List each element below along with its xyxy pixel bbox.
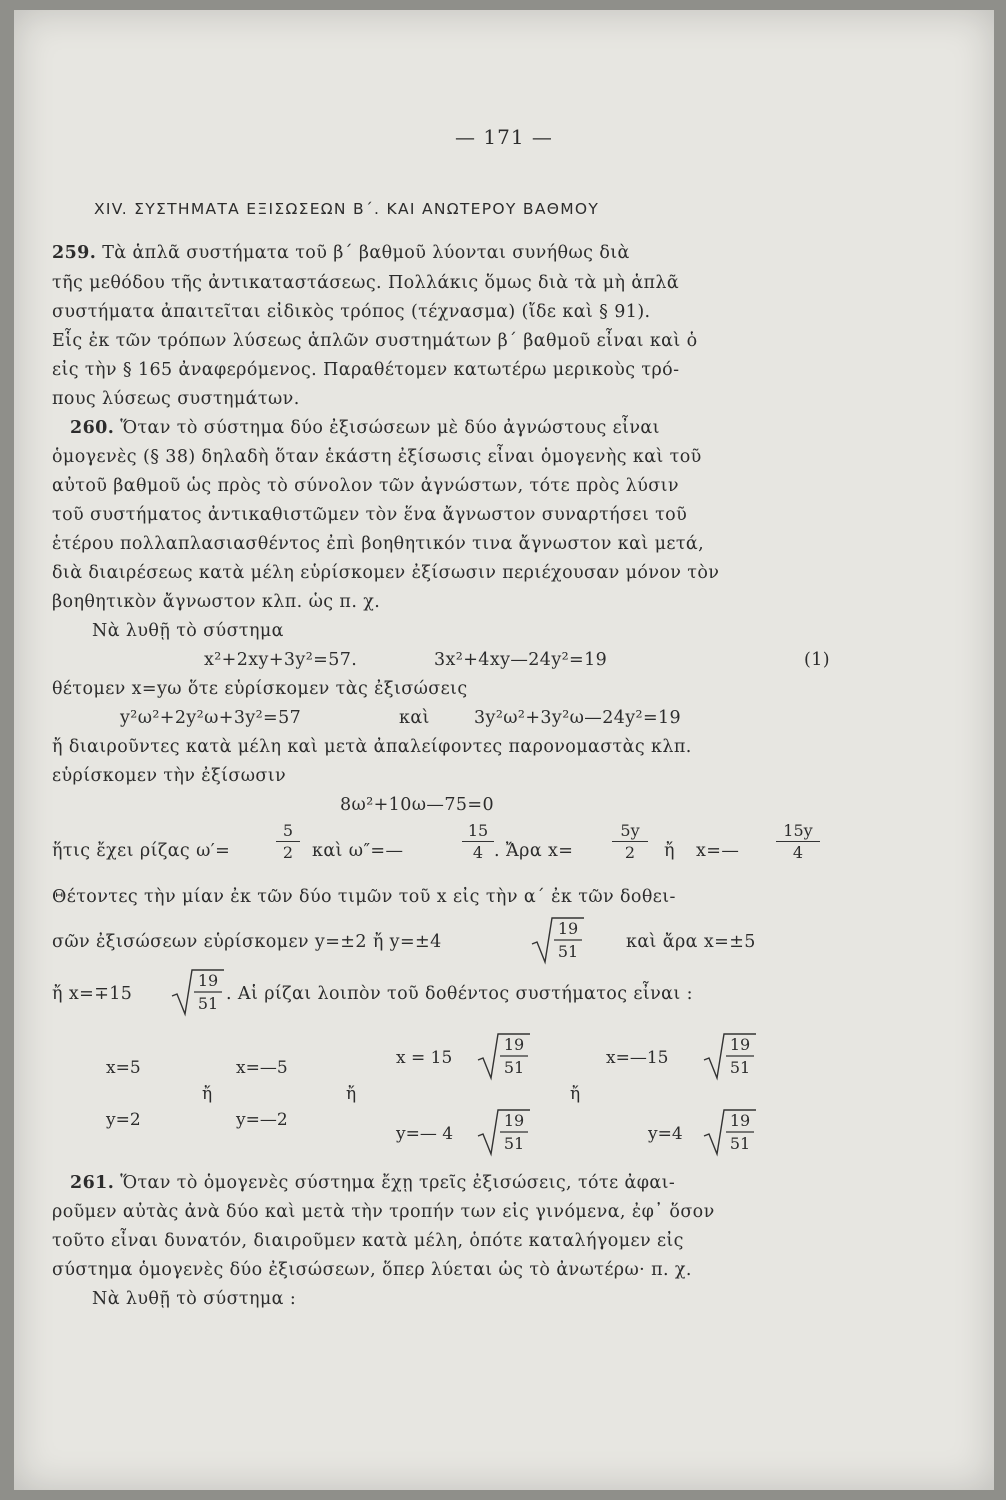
roots-and: καὶ ω″=— bbox=[312, 841, 404, 861]
radical-s4y: 19 51 bbox=[704, 1108, 756, 1156]
solution-1-x: x=5 bbox=[106, 1058, 141, 1078]
section-259-line-2: τῆς μεθόδου τῆς ἀντικαταστάσεως. Πολλάκις ὅμως διὰ τὰ μὴ ἁπλᾶ bbox=[52, 273, 680, 293]
radical-s3x: 19 51 bbox=[478, 1032, 530, 1080]
section-260-line-3: αὐτοῦ βαθμοῦ ὡς πρὸς τὸ σύνολον τῶν ἀγνώστων, τότε πρὸς λύσιν bbox=[52, 476, 679, 496]
system-equation-2: 3x²+4xy—24y²=19 bbox=[434, 650, 608, 670]
or-solution-b: ἤ bbox=[346, 1084, 357, 1104]
or-solution-c: ἤ bbox=[570, 1084, 581, 1104]
section-number-259: 259. bbox=[52, 243, 97, 263]
section-number-261: 261. bbox=[70, 1173, 115, 1193]
divide-line: ἤ διαιροῦντες κατὰ μέλη καὶ μετὰ ἀπαλείφοντες παρονομαστὰς κλπ. bbox=[52, 737, 692, 757]
section-260-line-1: 260. Ὅταν τὸ σύστημα δύο ἐξισώσεων μὲ δύο ἀγνώστους εἶναι bbox=[70, 418, 660, 438]
system-equation-1: x²+2xy+3y²=57. bbox=[204, 650, 358, 670]
or-word-1: ἤ bbox=[664, 841, 675, 861]
radical-s4x: 19 51 bbox=[704, 1032, 756, 1080]
solve-intro-2: Νὰ λυθῇ τὸ σύστημα : bbox=[92, 1289, 297, 1309]
section-261-line-2: ροῦμεν αὐτὰς ἀνὰ δύο καὶ μετὰ τὴν τροπήν των εἰς γινόμενα, ἐφ᾽ ὅσον bbox=[52, 1202, 715, 1222]
section-260-line-7: βοηθητικὸν ἄγνωστον κλπ. ὡς π. χ. bbox=[52, 592, 381, 612]
section-260-line-4: τοῦ συστήματος ἀντικαθιστῶμεν τὸν ἕνα ἄγνωστον συναρτήσει τοῦ bbox=[52, 505, 688, 525]
solution-4-x: x=—15 bbox=[606, 1048, 669, 1068]
solution-3-y: y=— 4 bbox=[396, 1124, 454, 1144]
set-line: θέτομεν x=yω ὅτε εὑρίσκομεν τὰς ἐξισώσεις bbox=[52, 679, 468, 699]
radical-s3y: 19 51 bbox=[478, 1108, 530, 1156]
roots-text: ἥτις ἔχει ρίζας ω′= bbox=[52, 841, 231, 861]
solution-2-x: x=—5 bbox=[236, 1058, 288, 1078]
section-261-line-1: 261. Ὅταν τὸ ὁμογενὲς σύστημα ἔχῃ τρεῖς ἐξισώσεις, τότε ἀφαι- bbox=[70, 1173, 676, 1193]
omega-equation: 8ω²+10ω—75=0 bbox=[340, 795, 494, 815]
solution-3-x: x = 15 bbox=[396, 1048, 453, 1068]
substituted-equation-2: 3y²ω²+3y²ω—24y²=19 bbox=[474, 708, 682, 728]
root1-fraction: $\frac{5}{2}$ bbox=[276, 821, 300, 864]
book-page bbox=[14, 10, 994, 1490]
solution-1-y: y=2 bbox=[106, 1110, 141, 1130]
solution-2-y: y=—2 bbox=[236, 1110, 288, 1130]
solve-intro-1: Νὰ λυθῇ τὸ σύστημα bbox=[92, 621, 284, 641]
setting-line: Θέτοντες τὴν μίαν ἐκ τῶν δύο τιμῶν τοῦ x εἰς τὴν α΄ ἐκ τῶν δοθει- bbox=[52, 887, 676, 907]
x-values-prefix: ἤ x=∓15 bbox=[52, 984, 133, 1004]
section-261-line-4: σύστημα ὁμογενὲς δύο ἐξισώσεων, ὅπερ λύεται ὡς τὸ ἀνωτέρω· π. χ. bbox=[52, 1260, 692, 1280]
section-260-line-5: ἑτέρου πολλαπλασιασθέντος ἐπὶ βοηθητικόν τινα ἄγνωστον καὶ μετά, bbox=[52, 534, 705, 554]
section-261-line-3: τοῦτο εἶναι δυνατόν, διαιροῦμεν κατὰ μέλη, ὁπότε καταλήγομεν εἰς bbox=[52, 1231, 684, 1251]
section-259-line-3: συστήματα ἀπαιτεῖται εἰδικὸς τρόπος (τέχνασμα) (ἴδε καὶ § 91). bbox=[52, 302, 651, 322]
ara-text: . Ἄρα x= bbox=[494, 841, 574, 861]
x2-fraction: $\frac{15y}{4}$ bbox=[776, 821, 820, 864]
section-259-line-1: 259. Τὰ ἁπλᾶ συστήματα τοῦ β΄ βαθμοῦ λύονται συνήθως διὰ bbox=[52, 243, 630, 263]
find-line: εὑρίσκομεν τὴν ἐξίσωσιν bbox=[52, 766, 287, 786]
and-word: καὶ bbox=[399, 708, 430, 728]
root2-fraction: $\frac{15}{4}$ bbox=[462, 821, 494, 864]
solution-4-y: y=4 bbox=[648, 1124, 683, 1144]
chapter-title: XIV. ΣΥΣΤΗΜΑΤΑ ΕΞΙΣΩΣΕΩΝ Β΄. ΚΑΙ ΑΝΩΤΕΡΟΥ ΒΑΘΜΟΥ bbox=[94, 200, 600, 218]
equation-label: (1) bbox=[804, 650, 830, 670]
radical-y: 19 51 bbox=[532, 916, 584, 964]
or-solution-a: ἤ bbox=[202, 1084, 213, 1104]
y-values-after: καὶ ἄρα x=±5 bbox=[626, 932, 756, 952]
section-259-line-5: εἰς τὴν § 165 ἀναφερόμενος. Παραθέτομεν κατωτέρω μερικοὺς τρό- bbox=[52, 360, 680, 380]
section-259-line-6: πους λύσεως συστημάτων. bbox=[52, 389, 300, 409]
x1-fraction: $\frac{5y}{2}$ bbox=[612, 821, 648, 864]
x-values-after: . Αἱ ρίζαι λοιπὸν τοῦ δοθέντος συστήματος εἶναι : bbox=[226, 984, 693, 1004]
substituted-equation-1: y²ω²+2y²ω+3y²=57 bbox=[120, 708, 302, 728]
x2-prefix: x=— bbox=[696, 841, 740, 861]
section-260-line-6: διὰ διαιρέσεως κατὰ μέλη εὑρίσκομεν ἐξίσωσιν περιέχουσαν μόνον τὸν bbox=[52, 563, 720, 583]
radical-x: 19 51 bbox=[172, 968, 224, 1016]
y-values-text: σῶν ἐξισώσεων εὑρίσκομεν y=±2 ἤ y=±4 bbox=[52, 932, 442, 952]
page-number: — 171 — bbox=[455, 125, 553, 149]
section-number-260: 260. bbox=[70, 418, 115, 438]
section-259-line-4: Εἷς ἐκ τῶν τρόπων λύσεως ἁπλῶν συστημάτων β΄ βαθμοῦ εἶναι καὶ ὁ bbox=[52, 331, 698, 351]
section-260-line-2: ὁμογενὲς (§ 38) δηλαδὴ ὅταν ἑκάστη ἐξίσωσις εἶναι ὁμογενὴς καὶ τοῦ bbox=[52, 447, 702, 467]
